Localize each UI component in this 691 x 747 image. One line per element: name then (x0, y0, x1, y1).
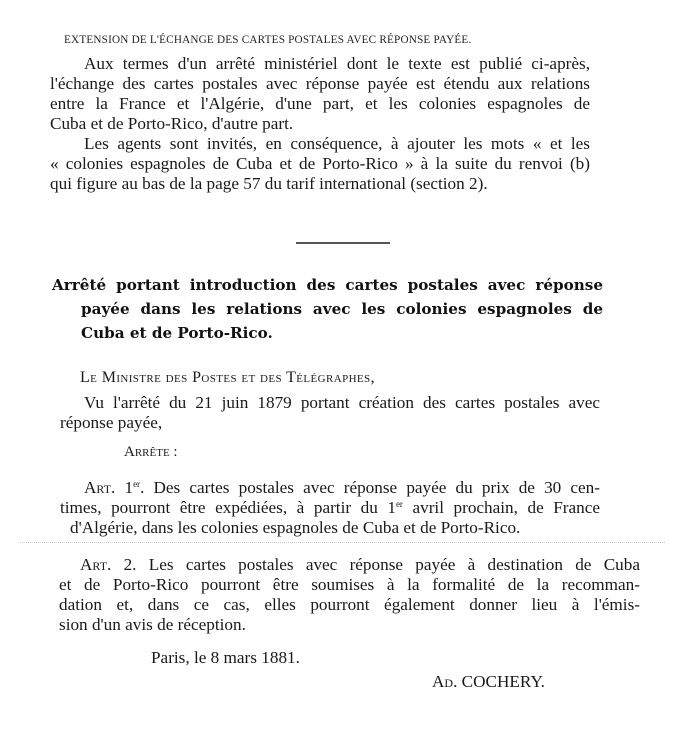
vu-line: Vu l'arrêté du 21 juin 1879 portant création des cartes postales avec (84, 393, 600, 412)
dotted-separator (20, 542, 665, 543)
decree-title-line: Cuba et de Porto-Rico. (81, 324, 273, 342)
intro-p1-line: Cuba et de Porto-Rico, d'autre part. (50, 114, 294, 133)
decree-title-line: Arrêté portant introduction des cartes postales avec réponse (52, 276, 603, 294)
page-heading: EXTENSION DE L'ÉCHANGE DES CARTES POSTALES AVEC RÉPONSE PAYÉE. (64, 34, 472, 46)
art1-line: d'Algérie, dans les colonies espagnoles de Cuba et de Porto-Rico. (70, 518, 521, 537)
art2-line: Art. 2. Les cartes postales avec réponse payée à destination de Cuba (80, 555, 640, 574)
intro-p2-line: « colonies espagnoles de Cuba et de Porto-Rico » à la suite du renvoi (b) (50, 154, 590, 173)
minister-line: Le Ministre des Postes et des Télégraphes, (80, 369, 375, 386)
art2-label: Art. 2. (80, 555, 137, 574)
decree-title-line: payée dans les relations avec les colonies espagnoles de (81, 300, 603, 318)
intro-p1-line: l'échange des cartes postales avec réponse payée est étendu aux relations (50, 74, 590, 93)
art2-line: dation et, dans ce cas, elles pourront également donner lieu à l'émis- (59, 595, 640, 614)
art2-line: sion d'un avis de réception. (59, 615, 246, 634)
art1-line: times, pourront être expédiées, à partir du 1er avril prochain, de France (60, 498, 600, 517)
signature: Ad. COCHERY. (432, 672, 545, 691)
art1-label: Art. 1 (84, 478, 134, 497)
intro-p1-line: entre la France et l'Algérie, d'une part, et les colonies espagnoles de (50, 94, 590, 113)
intro-p1-line: Aux termes d'un arrêté ministériel dont le texte est publié ci-après, (84, 54, 590, 73)
section-divider (296, 242, 390, 244)
arrete-heading: Arrête : (124, 444, 178, 460)
art2-line: et de Porto-Rico pourront être soumises à la formalité de la recomman- (59, 575, 640, 594)
intro-p2-line: Les agents sont invités, en conséquence, à ajouter les mots « et les (84, 134, 590, 153)
vu-line: réponse payée, (60, 413, 163, 432)
art1-line: Art. 1er. Des cartes postales avec réponse payée du prix de 30 cen- (84, 478, 600, 497)
date-line: Paris, le 8 mars 1881. (151, 648, 300, 667)
intro-p2-line: qui figure au bas de la page 57 du tarif international (section 2). (50, 174, 488, 193)
